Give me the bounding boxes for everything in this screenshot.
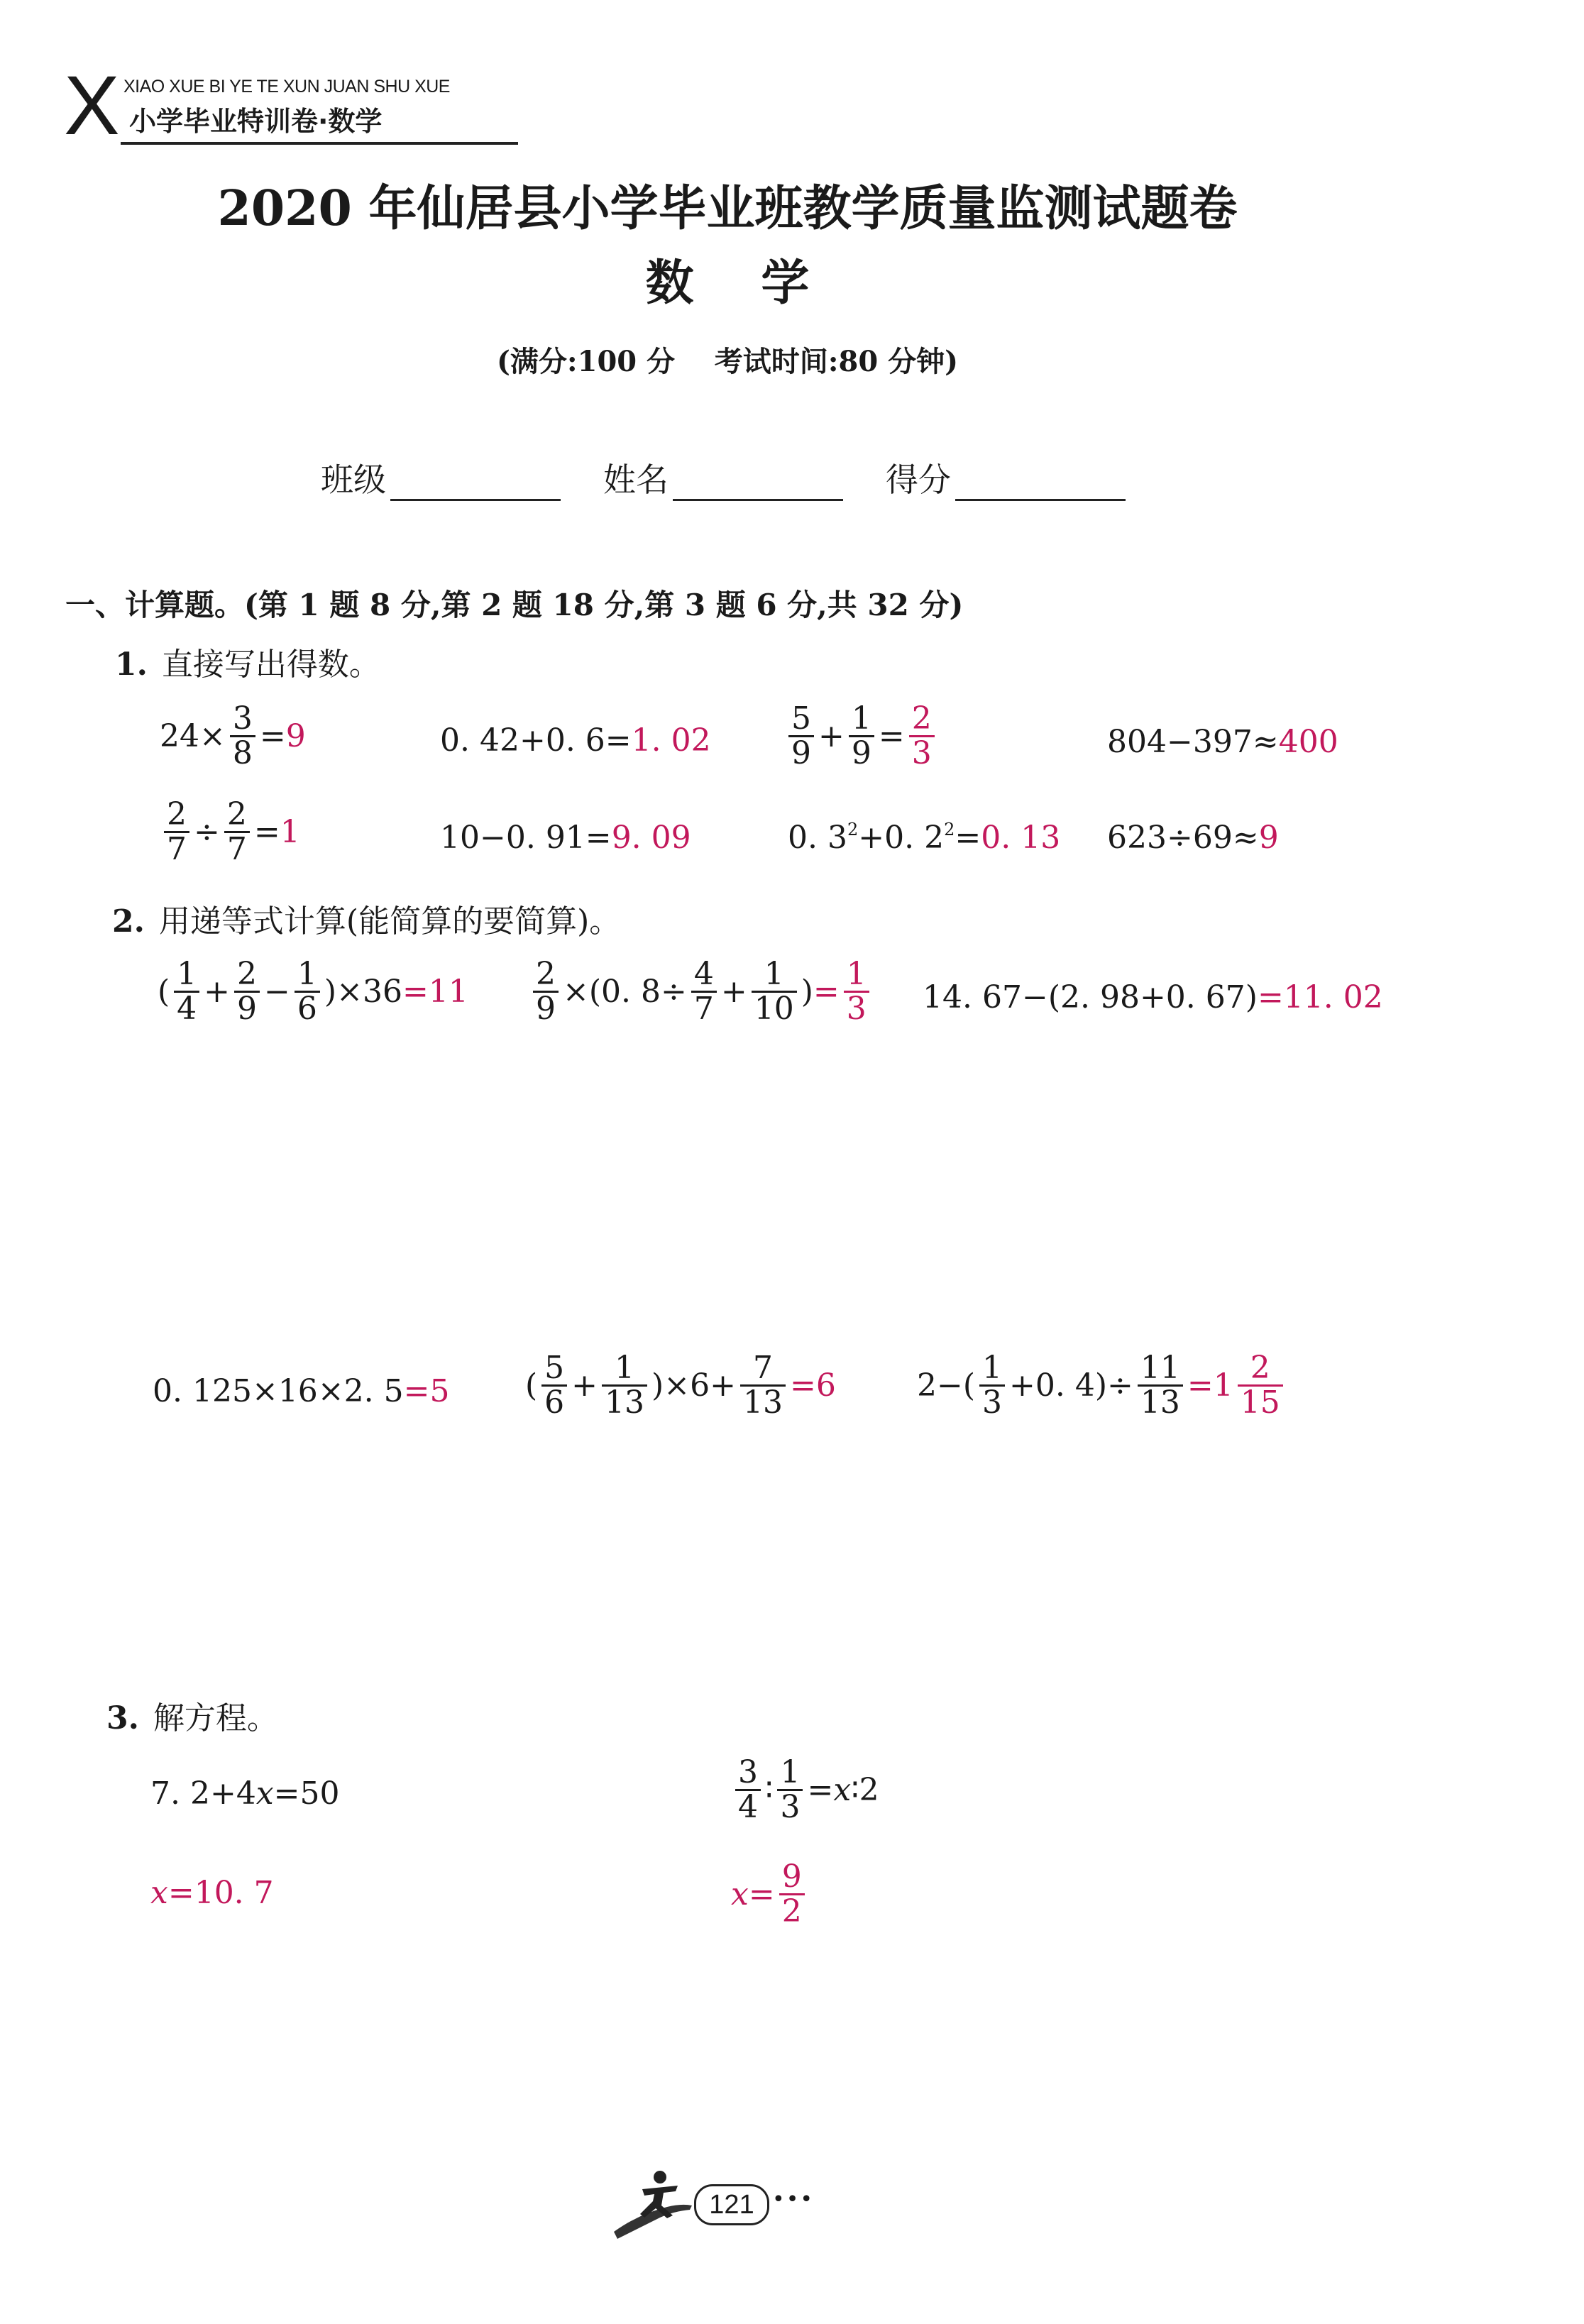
logo-letter: X (64, 59, 120, 153)
q2d-answer: =5 (403, 1373, 450, 1409)
exam-title: 2020 年仙居县小学毕业班教学质量监测试题卷 (217, 180, 1238, 237)
frac-den: 15 (1238, 1384, 1283, 1419)
q1f-answer: 9. 09 (611, 820, 691, 856)
q2b-op: + (720, 974, 747, 1010)
frac-num: 4 (693, 956, 714, 992)
q1-item-b (440, 722, 711, 759)
q2b-mid: ×(0. 8÷ (563, 974, 687, 1010)
exam-meta: (满分:100 分 考试时间:80 分钟) (496, 345, 959, 378)
q2f-mid: +0. 4)÷ (1009, 1367, 1133, 1404)
class-label: 班级 (321, 461, 386, 499)
q2a-op-1: + (204, 974, 231, 1010)
q1-item-a (160, 700, 306, 772)
student-fields (321, 454, 1126, 501)
q3eq2-rest: ∶2 (851, 1772, 879, 1809)
q2-item-e (525, 1352, 836, 1419)
q3eq1-var: x (255, 1775, 274, 1812)
series-header (64, 59, 525, 153)
q2a-fraction-3 (295, 956, 320, 1028)
frac-den: 9 (234, 991, 260, 1025)
q1g-term-2: +0. 2 (858, 820, 945, 856)
frac-num: 1 (780, 1754, 801, 1790)
q3a1-val: =10. 7 (167, 1875, 274, 1911)
q3eq2-eq: = (807, 1772, 834, 1809)
class-field[interactable] (321, 454, 561, 501)
q2f-pre: 2−( (917, 1367, 976, 1404)
frac-num: 1 (851, 700, 871, 737)
q3-text: 解方程。 (153, 1700, 278, 1736)
q3eq2-var: x (833, 1772, 852, 1809)
q1h-answer: 9 (1258, 820, 1279, 856)
section1-note: (第 1 题 8 分,第 2 题 18 分,第 3 题 6 分,共 32 分) (244, 588, 964, 622)
q3-equation-1 (150, 1775, 340, 1812)
q2-prompt (112, 896, 620, 941)
q1-item-h (1107, 820, 1279, 856)
q2b-fraction-3 (752, 956, 797, 1028)
q3a2-var: x (731, 1876, 749, 1913)
frac-den: 3 (979, 1384, 1005, 1419)
section1-heading (65, 582, 963, 624)
q2a-fraction-2 (234, 956, 260, 1028)
frac-num: 2 (167, 796, 187, 832)
q1e-eq: = (253, 814, 280, 851)
q3a1-var: x (150, 1875, 168, 1911)
q2a-fraction-1 (174, 956, 199, 1028)
frac-den: 3 (844, 991, 869, 1025)
q2f-fraction-1 (979, 1352, 1005, 1419)
q1b-answer: 1. 02 (631, 722, 711, 759)
frac-num: 2 (536, 956, 556, 992)
name-blank[interactable] (673, 468, 843, 501)
q1c-fraction-2 (849, 700, 874, 772)
q1d-expr: 804−397≈ (1107, 724, 1279, 760)
score-blank[interactable] (955, 468, 1126, 501)
q2-item-d (153, 1373, 450, 1409)
frac-num: 2 (226, 796, 247, 832)
frac-num: 1 (846, 956, 867, 992)
q1a-eq: = (259, 718, 286, 755)
page-number: 121 (709, 2190, 754, 2220)
q2e-fraction-2 (602, 1352, 647, 1419)
section1-title: 一、计算题。 (65, 588, 245, 622)
q3-answer-2 (731, 1858, 809, 1930)
q1b-expr: 0. 42+0. 6= (440, 722, 632, 759)
q2f-fraction-2 (1138, 1352, 1183, 1419)
frac-den: 8 (230, 735, 255, 770)
q3-label: 3. (106, 1700, 139, 1736)
q1-item-g (788, 820, 1060, 856)
q1c-answer (909, 700, 935, 772)
frac-den: 2 (779, 1893, 805, 1928)
q1g-answer: 0. 13 (981, 820, 1061, 856)
q2e-answer: =6 (789, 1367, 836, 1404)
q2-item-b (529, 956, 874, 1028)
frac-den: 13 (740, 1384, 786, 1419)
q2f-answer (1238, 1352, 1283, 1419)
q3eq2-colon: ∶ (765, 1772, 774, 1809)
q2a-close: )×36 (324, 974, 402, 1010)
page-number-badge (694, 2184, 769, 2225)
q3-prompt (106, 1692, 278, 1738)
frac-den: 9 (788, 735, 814, 770)
q1g-term-1: 0. 3 (788, 820, 847, 856)
frac-num: 2 (1250, 1350, 1270, 1386)
q2e-op: + (571, 1367, 598, 1404)
frac-num: 9 (781, 1858, 802, 1895)
q1c-eq: = (878, 718, 905, 755)
frac-den: 9 (849, 735, 874, 770)
class-blank[interactable] (390, 468, 561, 501)
q2b-eq: = (813, 974, 840, 1010)
frac-den: 9 (533, 991, 559, 1025)
q2b-fraction-1 (533, 956, 559, 1028)
q1c-op: + (818, 718, 845, 755)
name-label: 姓名 (603, 461, 669, 499)
frac-num: 5 (791, 700, 811, 737)
series-pinyin: XIAO XUE BI YE TE XUN JUAN SHU XUE (123, 77, 450, 97)
q3a2-fraction (779, 1858, 805, 1930)
q2a-answer: =11 (402, 974, 468, 1010)
header-rule (121, 142, 518, 145)
q1-item-d (1107, 724, 1338, 760)
q2c-answer: =11. 02 (1257, 979, 1383, 1015)
q2c-expr: 14. 67−(2. 98+0. 67) (923, 979, 1258, 1015)
frac-den: 7 (224, 831, 250, 866)
frac-den: 7 (164, 831, 189, 866)
q3eq2-fraction-2 (777, 1756, 803, 1824)
frac-den: 13 (1138, 1384, 1183, 1419)
score-label: 得分 (886, 461, 951, 499)
q2b-close: ) (801, 974, 813, 1010)
frac-den: 3 (777, 1789, 803, 1824)
q1e-answer: 1 (280, 814, 300, 851)
q2-item-a (158, 956, 468, 1028)
frac-num: 3 (738, 1754, 758, 1790)
frac-num: 1 (615, 1350, 635, 1386)
q2-item-f (917, 1352, 1287, 1419)
q2-label: 2. (112, 903, 145, 940)
q2f-eq: =1 (1187, 1367, 1233, 1404)
q2e-fraction-1 (541, 1352, 567, 1419)
q1e-op: ÷ (194, 814, 220, 851)
runner-logo-icon (610, 2164, 695, 2242)
q1a-answer: 9 (285, 718, 306, 755)
frac-num: 7 (752, 1350, 773, 1386)
q3eq1-post: =50 (273, 1775, 340, 1812)
q2-item-c (923, 979, 1383, 1015)
frac-num: 2 (237, 956, 258, 992)
q1-item-c (784, 700, 939, 772)
q3-answer-1 (150, 1875, 274, 1911)
q1-prompt (115, 639, 380, 684)
name-field[interactable] (603, 454, 843, 501)
q1a-expr: 24× (160, 718, 226, 755)
q1g-eq: = (955, 820, 981, 856)
q1c-fraction-1 (788, 700, 814, 772)
q3eq1-pre: 7. 2+4 (150, 1775, 256, 1812)
q1-item-e (160, 798, 300, 866)
frac-den: 3 (909, 735, 935, 770)
frac-num: 3 (232, 700, 253, 737)
frac-den: 7 (691, 991, 717, 1025)
q1g-exp-2: 2 (944, 820, 955, 839)
q3a2-eq: = (748, 1876, 775, 1913)
q2e-open: ( (525, 1367, 538, 1404)
q1h-expr: 623÷69≈ (1107, 820, 1259, 856)
frac-num: 1 (177, 956, 197, 992)
frac-num: 1 (297, 956, 317, 992)
q2-text: 用递等式计算(能简算的要简算)。 (158, 903, 621, 940)
frac-den: 6 (295, 991, 320, 1025)
subject-title: 数 学 (645, 255, 810, 312)
q3-equation-2 (731, 1756, 879, 1824)
q1g-exp-1: 2 (847, 820, 859, 839)
frac-num: 2 (911, 700, 932, 737)
frac-den: 10 (752, 991, 797, 1025)
frac-den: 4 (174, 991, 199, 1025)
q2a-open: ( (158, 974, 170, 1010)
frac-num: 1 (764, 956, 784, 992)
q2e-mid: )×6+ (651, 1367, 736, 1404)
q1f-expr: 10−0. 91= (440, 820, 612, 856)
q1-label: 1. (115, 646, 148, 683)
q1d-answer: 400 (1278, 724, 1338, 760)
q1e-fraction-1 (164, 798, 189, 866)
q2b-fraction-2 (691, 956, 717, 1028)
frac-num: 1 (982, 1350, 1003, 1386)
q2e-fraction-3 (740, 1352, 786, 1419)
frac-num: 5 (544, 1350, 565, 1386)
frac-num: 11 (1140, 1350, 1180, 1386)
score-field[interactable] (886, 454, 1126, 501)
q3eq2-fraction-1 (735, 1756, 761, 1824)
q1e-fraction-2 (224, 798, 250, 866)
q1-text: 直接写出得数。 (161, 646, 380, 683)
q1a-fraction (230, 700, 255, 772)
frac-den: 4 (735, 1789, 761, 1824)
q2b-answer (844, 956, 869, 1028)
frac-den: 6 (541, 1384, 567, 1419)
series-title: 小学毕业特训卷·数学 (129, 106, 383, 137)
page-footer (610, 2164, 837, 2257)
footer-dots: ••• (772, 2187, 815, 2212)
frac-den: 13 (602, 1384, 647, 1419)
q2d-expr: 0. 125×16×2. 5 (153, 1373, 404, 1409)
q2a-op-2: − (264, 974, 290, 1010)
q1-item-f (440, 820, 691, 856)
